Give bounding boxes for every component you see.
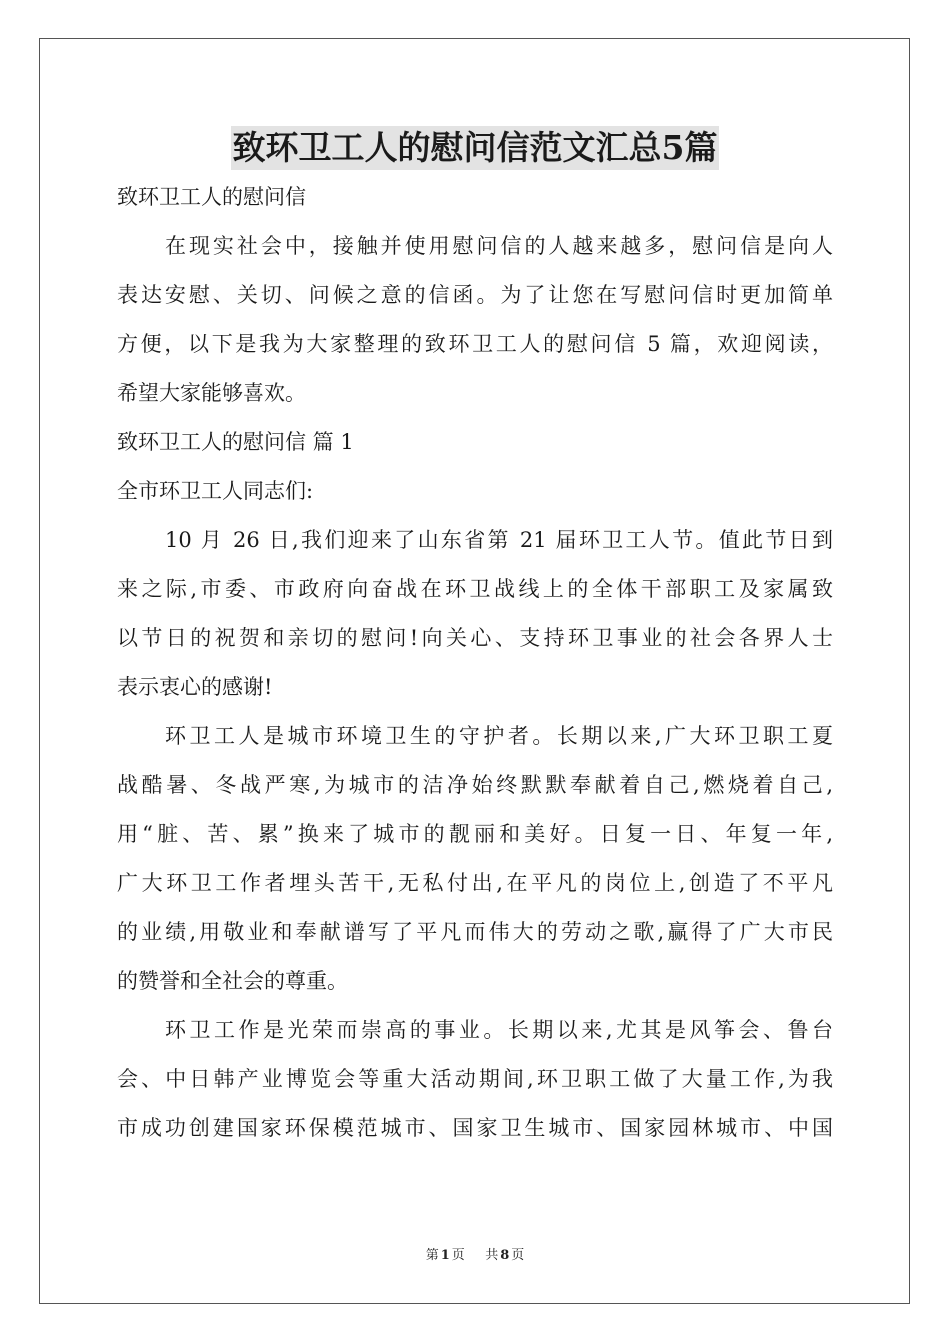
text-line: 来之际,市委、市政府向奋战在环卫战线上的全体干部职工及家属致 — [117, 577, 833, 601]
text-line: 以节日的祝贺和亲切的慰问!向关心、支持环卫事业的社会各界人士 — [117, 626, 833, 650]
text-line: 在现实社会中，接触并使用慰问信的人越来越多，慰问信是向人 — [165, 234, 833, 258]
text-line: 表达安慰、关切、问候之意的信函。为了让您在写慰问信时更加简单 — [117, 283, 833, 307]
text-line: 致环卫工人的慰问信 — [117, 185, 306, 209]
text-line: 方便，以下是我为大家整理的致环卫工人的慰问信 5 篇，欢迎阅读， — [117, 332, 833, 356]
title-wrap — [0, 126, 950, 170]
total-page-number: 8 — [500, 1248, 510, 1263]
text-line: 环卫工作是光荣而崇高的事业。长期以来,尤其是风筝会、鲁台 — [165, 1018, 833, 1042]
text-line: 用“脏、苦、累”换来了城市的靓丽和美好。日复一日、年复一年, — [117, 822, 833, 846]
text-line: 广大环卫工作者埋头苦干,无私付出,在平凡的岗位上,创造了不平凡 — [117, 871, 833, 895]
text-line: 战酷暑、冬战严寒,为城市的洁净始终默默奉献着自己,燃烧着自己, — [117, 773, 833, 797]
text-line: 环卫工人是城市环境卫生的守护者。长期以来,广大环卫职工夏 — [165, 724, 833, 748]
document-title: 致环卫工人的慰问信范文汇总5篇 — [231, 126, 720, 170]
text-line: 10 月 26 日,我们迎来了山东省第 21 届环卫工人节。值此节日到 — [165, 528, 833, 552]
text-line: 的赞誉和全社会的尊重。 — [117, 969, 348, 993]
text-line: 希望大家能够喜欢。 — [117, 381, 306, 405]
text-line: 表示衷心的感谢! — [117, 675, 273, 699]
text-line: 的业绩,用敬业和奉献谱写了平凡而伟大的劳动之歌,赢得了广大市民 — [117, 920, 833, 944]
footer-total-label: 共 8 页 — [485, 1248, 525, 1263]
text-line: 致环卫工人的慰问信 篇 1 — [117, 430, 354, 454]
text-line: 市成功创建国家环保模范城市、国家卫生城市、国家园林城市、中国 — [117, 1116, 833, 1140]
page-footer — [0, 1244, 950, 1263]
footer-page-label: 第 1 页 — [425, 1248, 465, 1263]
text-line: 会、中日韩产业博览会等重大活动期间,环卫职工做了大量工作,为我 — [117, 1067, 833, 1091]
current-page-number: 1 — [440, 1248, 450, 1263]
document-body — [117, 173, 833, 1153]
text-line: 全市环卫工人同志们: — [117, 479, 314, 503]
